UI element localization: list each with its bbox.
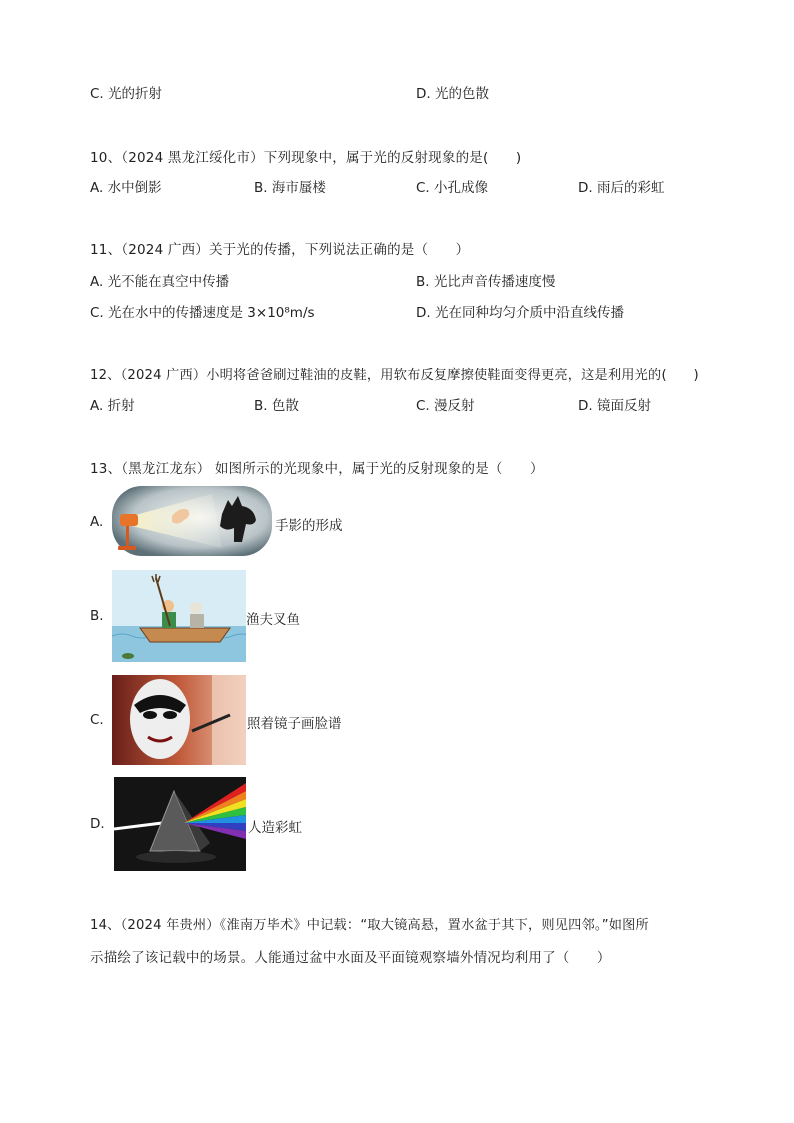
q13-option-c-letter: C. — [90, 712, 104, 728]
q12-option-d: D. 镜面反射 — [578, 398, 651, 414]
q11-option-a: A. 光不能在真空中传播 — [90, 274, 230, 290]
q11-option-d: D. 光在同种均匀介质中沿直线传播 — [416, 305, 624, 321]
q10-stem: 10、（2024 黑龙江绥化市）下列现象中，属于光的反射现象的是( ) — [90, 150, 522, 166]
q13-option-d-caption: 人造彩虹 — [248, 820, 302, 836]
q12-option-b: B. 色散 — [254, 398, 299, 414]
q13-option-b-letter: B. — [90, 608, 104, 624]
q10-option-c: C. 小孔成像 — [416, 180, 489, 196]
q13-option-c-caption: 照着镜子画脸谱 — [247, 716, 342, 732]
q12-option-a: A. 折射 — [90, 398, 135, 414]
q10-option-d: D. 雨后的彩虹 — [578, 180, 665, 196]
q13-option-a-caption: 手影的形成 — [275, 518, 343, 534]
q9-option-d: D. 光的色散 — [416, 86, 489, 102]
q11-option-c: C. 光在水中的传播速度是 3×10⁸m/s — [90, 305, 315, 321]
q11-option-b: B. 光比声音传播速度慢 — [416, 274, 556, 290]
fisherman-image — [112, 570, 246, 662]
face-painting-image — [112, 675, 246, 765]
q13-option-b-caption: 渔夫叉鱼 — [246, 612, 300, 628]
q13-option-a-letter: A. — [90, 514, 104, 530]
q13-stem: 13、（黑龙江龙东） 如图所示的光现象中，属于光的反射现象的是（ ） — [90, 461, 544, 477]
q12-option-c: C. 漫反射 — [416, 398, 475, 414]
q10-option-b: B. 海市蜃楼 — [254, 180, 326, 196]
q10-option-a: A. 水中倒影 — [90, 180, 162, 196]
q12-stem: 12、（2024 广西）小明将爸爸刷过鞋油的皮鞋，用软布反复摩擦使鞋面变得更亮，这是利用光的( ) — [90, 368, 699, 383]
q14-stem-line2: 示描绘了该记载中的场景。人能通过盆中水面及平面镜观察墙外情况均利用了（ ） — [90, 950, 611, 966]
q13-option-d-letter: D. — [90, 816, 105, 832]
q11-stem: 11、（2024 广西）关于光的传播，下列说法正确的是（ ） — [90, 242, 470, 258]
hand-shadow-image — [112, 486, 272, 556]
q9-option-c: C. 光的折射 — [90, 86, 163, 102]
prism-rainbow-image — [114, 777, 246, 871]
q14-stem-line1: 14、（2024 年贵州）《淮南万毕术》中记载：“取大镜高悬，置水盆于其下，则见四邻。”如图所 — [90, 918, 649, 933]
